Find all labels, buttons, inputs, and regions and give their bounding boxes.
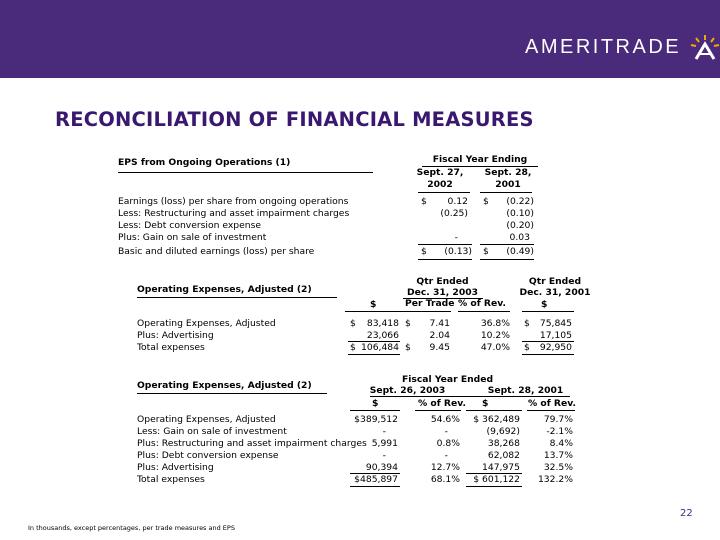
s3-row-label: Plus: Restructuring and asset impairment charges: [137, 438, 367, 449]
s1-row-label: Earnings (loss) per share from ongoing operations: [118, 196, 349, 207]
page-title: RECONCILIATION OF FINANCIAL MEASURES: [55, 108, 534, 131]
s2-col-pertrade: Per Trade: [405, 298, 455, 309]
s3-value: -: [382, 426, 386, 437]
s2-value: 23,066: [366, 330, 399, 341]
s2-value: 2.04: [429, 330, 450, 341]
s2-row-label: Operating Expenses, Adjusted: [137, 318, 276, 329]
s3-value: 12.7%: [430, 462, 460, 473]
s1-total-underline: [418, 259, 472, 260]
s3-total-underline: [350, 486, 400, 487]
s1-value: (0.22): [506, 196, 534, 207]
logo-mark-icon: [687, 34, 720, 60]
s2-dollar: $: [350, 318, 356, 329]
s1-heading: EPS from Ongoing Operations (1): [118, 157, 291, 168]
s3-row-label: Less: Gain on sale of investment: [137, 426, 287, 437]
s3-value: 8.4%: [549, 438, 573, 449]
s1-value: -: [454, 232, 458, 243]
s2-dollar: $: [524, 342, 530, 353]
s2-value: 75,845: [539, 318, 572, 329]
s3-value: -: [444, 426, 448, 437]
s3-value: 0.8%: [436, 438, 460, 449]
s3-heading: Operating Expenses, Adjusted (2): [137, 380, 312, 391]
s3-col-pct2: % of Rev.: [528, 398, 576, 409]
s2-col-pct: % of Rev.: [458, 298, 506, 309]
s3-row-label: Total expenses: [137, 474, 205, 485]
s1-value: (0.13): [444, 246, 472, 257]
s2-qtr1: Qtr Ended: [416, 276, 469, 287]
s1-group-header: Fiscal Year Ending: [432, 154, 528, 165]
s3-heading-rule: [137, 393, 327, 394]
s3-col-rule: [527, 410, 575, 411]
s3-value: -: [444, 450, 448, 461]
s2-value: 9.45: [429, 342, 450, 353]
s1-col2-line1: Sept. 28,: [484, 167, 532, 178]
s1-dollar: $: [483, 196, 489, 207]
s1-row-label: Less: Restructuring and asset impairment charges: [118, 208, 350, 219]
s1-col1-rule: [418, 192, 470, 193]
s1-dollar: $: [421, 246, 427, 257]
s3-group-header: Fiscal Year Ended: [401, 374, 494, 385]
s2-dollar: $: [524, 318, 530, 329]
s1-value: (0.20): [506, 220, 534, 231]
s2-col-dollar: $: [370, 299, 377, 310]
s3-value: 32.5%: [543, 462, 573, 473]
s3-value: $ 601,122: [473, 474, 520, 485]
s3-value: (9,692): [486, 426, 520, 437]
s2-col-rule: [403, 311, 451, 312]
s1-total-rule: [418, 244, 472, 245]
s2-qtr2: Qtr Ended: [528, 276, 582, 287]
s3-row-label: Plus: Debt conversion expense: [137, 450, 279, 461]
s2-value: 7.41: [429, 318, 450, 329]
s3-total-underline: [466, 486, 522, 487]
s3-value: -2.1%: [546, 426, 573, 437]
s1-dollar: $: [483, 246, 489, 257]
s2-col-rule: [458, 311, 510, 312]
logo-text: AMERITRADE: [525, 35, 682, 58]
footnote: In thousands, except percentages, per trade measures and EPS: [28, 524, 235, 532]
s3-date2: Sept. 28, 2001: [487, 385, 564, 396]
s2-col-rule: [345, 311, 405, 312]
s3-col-rule: [466, 410, 522, 411]
s2-value: 17,105: [539, 330, 572, 341]
s1-row-label: Plus: Gain on sale of investment: [118, 232, 267, 243]
s2-col-rule: [522, 311, 574, 312]
s1-heading-rule: [118, 172, 373, 173]
s3-value: 5,991: [371, 438, 398, 449]
s1-dollar: $: [421, 196, 427, 207]
s3-value: 147,975: [482, 462, 520, 473]
ameritrade-logo: [525, 34, 720, 60]
s2-total-underline: [522, 354, 574, 355]
s1-value: 0.12: [447, 196, 468, 207]
s2-heading-rule: [137, 297, 337, 298]
s3-col-rule: [350, 410, 400, 411]
s2-dollar: $: [405, 318, 411, 329]
s2-value: 106,484: [361, 342, 399, 353]
s2-dollar: $: [405, 342, 411, 353]
s3-row-label: Operating Expenses, Adjusted: [137, 414, 276, 425]
s3-col-dollar2: $: [482, 398, 489, 409]
s2-total-underline: [348, 354, 400, 355]
s2-date2: Dec. 31, 2001: [519, 287, 591, 298]
s1-total-rule: [480, 244, 534, 245]
s1-col2-line2: 2001: [495, 179, 521, 190]
s2-value: 47.0%: [480, 342, 510, 353]
s1-row-label: Less: Debt conversion expense: [118, 220, 262, 231]
s2-value: 83,418: [366, 318, 399, 329]
s3-value: 62,082: [487, 450, 520, 461]
s2-value: 92,950: [539, 342, 572, 353]
s3-date-rule: [370, 396, 570, 397]
s3-date1: Sept. 26, 2003: [369, 385, 446, 396]
s3-col-dollar: $: [372, 398, 379, 409]
s3-col-pct: % of Rev.: [418, 398, 466, 409]
s1-value: (0.25): [440, 208, 468, 219]
s3-value: 13.7%: [543, 450, 573, 461]
s3-value: $389,512: [354, 414, 398, 425]
s3-value: 68.1%: [430, 474, 460, 485]
s2-row-label: Total expenses: [137, 342, 205, 353]
s2-total-rule: [522, 341, 574, 342]
s3-value: $ 362,489: [473, 414, 520, 425]
s3-row-label: Plus: Advertising: [137, 462, 214, 473]
s2-col-dollar2: $: [541, 299, 548, 310]
s3-value: 79.7%: [543, 414, 573, 425]
s1-col2-rule: [480, 192, 532, 193]
s1-value: (0.49): [506, 246, 534, 257]
s1-value: 0.03: [509, 232, 530, 243]
s2-value: 10.2%: [480, 330, 510, 341]
s3-value: 90,394: [365, 462, 398, 473]
s1-value: (0.10): [506, 208, 534, 219]
s1-row-label: Basic and diluted earnings (loss) per share: [118, 246, 315, 257]
s2-total-rule: [348, 341, 400, 342]
s3-value: $485,897: [354, 474, 398, 485]
s3-value: -: [382, 450, 386, 461]
s2-date1: Dec. 31, 2003: [406, 287, 479, 298]
s3-total-rule: [466, 473, 522, 474]
s2-heading: Operating Expenses, Adjusted (2): [137, 284, 312, 295]
s3-total-rule: [350, 473, 400, 474]
s1-col1-line2: 2002: [427, 179, 453, 190]
page-number: 22: [680, 508, 693, 519]
s1-total-underline: [480, 259, 534, 260]
s1-col1-line1: Sept. 27,: [416, 167, 464, 178]
s3-value: 38,268: [487, 438, 520, 449]
s2-dollar: $: [350, 342, 356, 353]
s2-row-label: Plus: Advertising: [137, 330, 214, 341]
s3-col-rule: [415, 410, 461, 411]
s2-value: 36.8%: [480, 318, 510, 329]
s3-value: 54.6%: [430, 414, 460, 425]
s3-value: 132.2%: [537, 474, 573, 485]
